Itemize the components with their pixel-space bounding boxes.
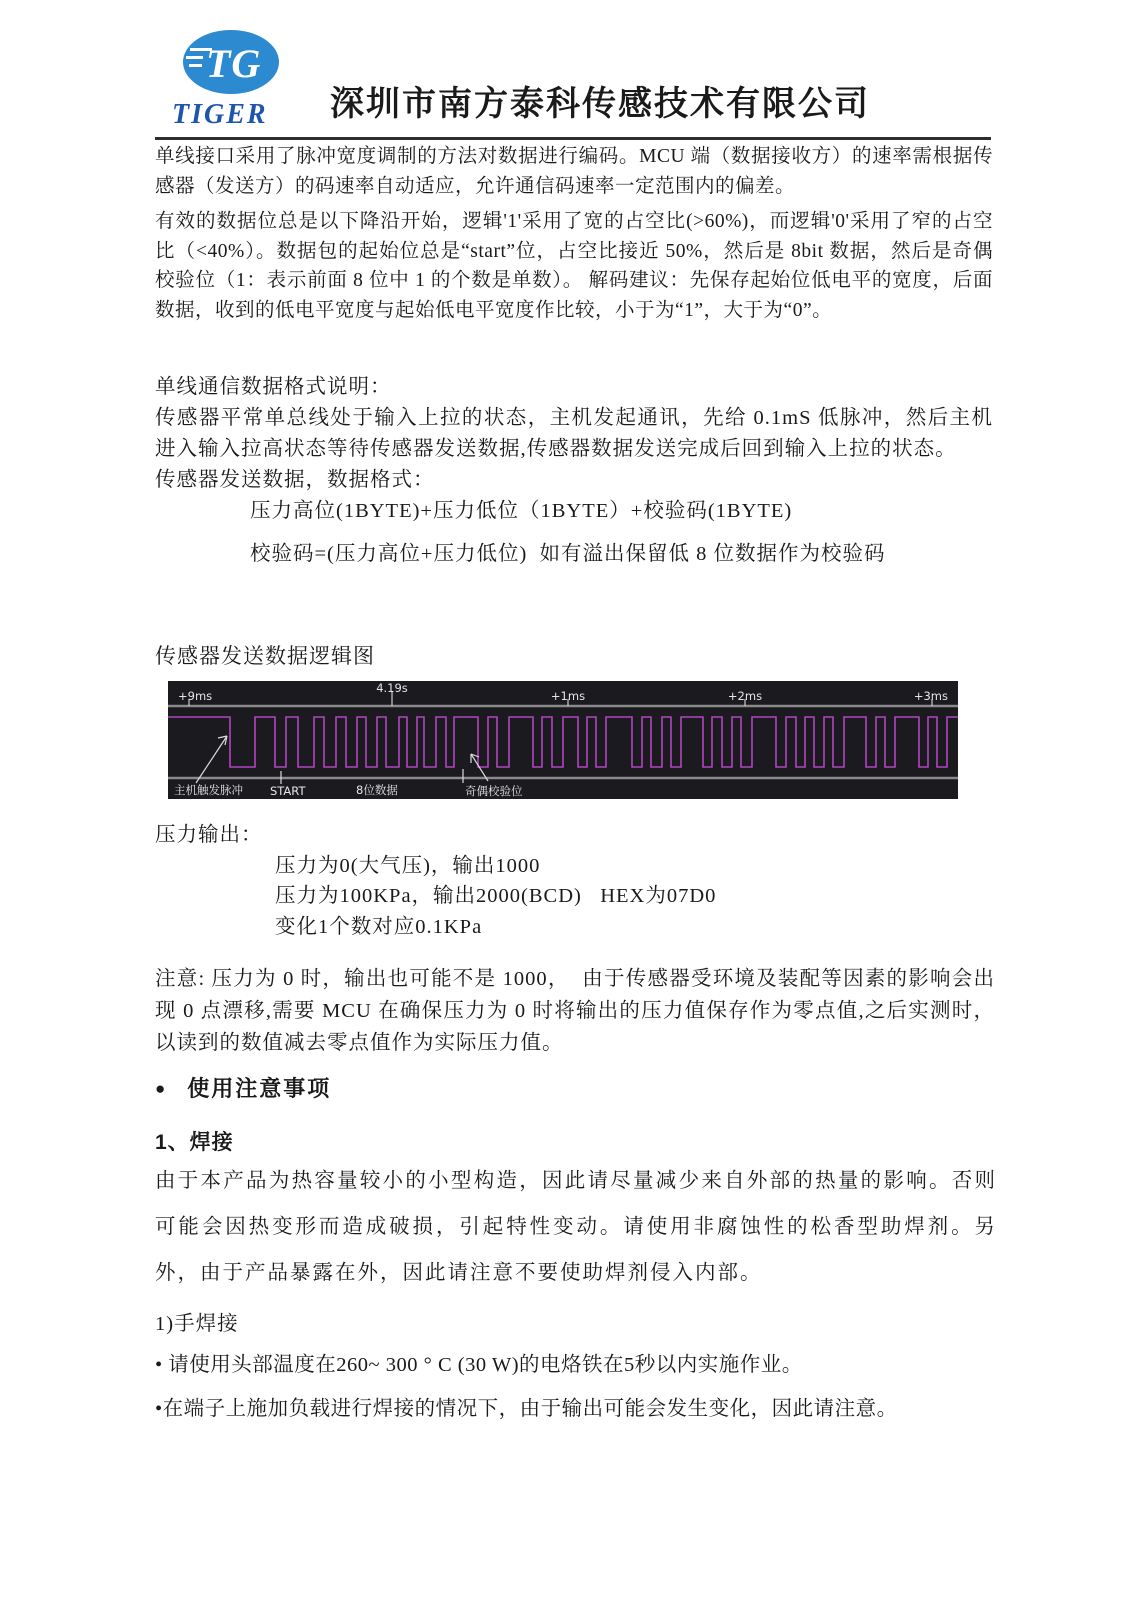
time-label: +2ms xyxy=(727,689,763,703)
logic-diagram xyxy=(168,681,958,799)
annotation-trigger: 主机触发脉冲 xyxy=(174,783,243,797)
logo-tiger-text: TIGER xyxy=(172,99,268,130)
welding-section-title: 1、焊接 xyxy=(155,1131,234,1154)
time-label: +9ms xyxy=(178,689,213,703)
zero-drift-note: 注意: 压力为 0 时，输出也可能不是 1000， 由于传感器受环境及装配等因素的影响会出现 0 点漂移,需要 MCU 在确保压力为 0 时将输出的压力值保存作为零点值,之后实测时， 以读到的数值减去零点值作为实际压力值。 xyxy=(155,968,1002,1054)
send-data-label: 传感器发送数据，数据格式： xyxy=(155,469,435,491)
logo-tg-text: TG xyxy=(206,41,262,86)
annotation-start: START xyxy=(270,784,306,798)
usage-notes-heading xyxy=(155,1072,331,1103)
checksum-formula: 校验码=(压力高位+压力低位) 如有溢出保留低 8 位数据作为校验码 xyxy=(250,543,886,565)
pressure-line: 变化1个数对应0.1KPa xyxy=(275,915,483,938)
time-label: +3ms xyxy=(913,689,948,703)
data-format-formula: 压力高位(1BYTE)+压力低位（1BYTE）+校验码(1BYTE) xyxy=(250,500,793,522)
intro-paragraph-2: 有效的数据位总是以下降沿开始，逻辑'1'采用了宽的占空比(>60%)，而逻辑'0'采用了窄的占空比（<40%）。数据包的起始位总是“start”位，占空比接近 50%，然后是 8bit 数据，然后是奇偶校验位（1：表示前面 8 位中 1 的个数是单数）。 解码建议：先保存起始位低电平的宽度，后面数据，收到的低电平宽度与起始低电平宽度作比较，小于为“1”，大于为“0”。 xyxy=(155,211,993,321)
company-name: 深圳市南方泰科传感技术有限公司 xyxy=(330,85,870,123)
format-section-body: 传感器平常单总线处于输入上拉的状态，主机发起通讯，先给 0.1mS 低脉冲，然后主机进入输入拉高状态等待传感器发送数据,传感器数据发送完成后回到输入上拉的状态。 xyxy=(155,407,993,460)
hand-soldering-bullet: • 请使用头部温度在260~ 300 ° C (30 W)的电烙铁在5秒以内实施作业。 xyxy=(155,1354,803,1376)
header-divider xyxy=(155,137,991,140)
company-logo xyxy=(160,20,335,138)
intro-paragraph-1: 单线接口采用了脉冲宽度调制的方法对数据进行编码。MCU 端（数据接收方）的速率需根据传感器（发送方）的码速率自动适应，允许通信码速率一定范围内的偏差。 xyxy=(155,146,993,197)
format-section-title: 单线通信数据格式说明： xyxy=(155,376,392,398)
annotation-8bit-data: 8位数据 xyxy=(356,783,398,797)
pressure-output-section xyxy=(155,820,993,942)
bullet-icon: ● xyxy=(155,1079,168,1098)
usage-notes-title: 使用注意事项 xyxy=(187,1076,332,1101)
logic-diagram-title: 传感器发送数据逻辑图 xyxy=(155,644,375,668)
pressure-line: 压力为0(大气压)，输出1000 xyxy=(275,854,541,877)
time-label: 4.19s xyxy=(376,681,408,695)
pressure-line: 压力为100KPa，输出2000(BCD) HEX为07D0 xyxy=(275,885,717,907)
hand-soldering-bullet: •在端子上施加负载进行焊接的情况下，由于输出可能会发生变化，因此请注意。 xyxy=(155,1398,898,1420)
time-label: +1ms xyxy=(550,689,586,703)
welding-section-body: 由于本产品为热容量较小的小型构造，因此请尽量减少来自外部的热量的影响。否则可能会因热变形而造成破损，引起特性变动。请使用非腐蚀性的松香型助焊剂。另外，由于产品暴露在外，因此请注意不要使助焊剂侵入内部。 xyxy=(155,1170,997,1284)
hand-soldering-title: 1)手焊接 xyxy=(155,1313,239,1335)
annotation-parity-bit: 奇偶校验位 xyxy=(465,784,523,798)
data-format-section xyxy=(155,372,993,570)
pressure-output-title: 压力输出： xyxy=(155,824,263,846)
intro-section xyxy=(155,142,993,325)
